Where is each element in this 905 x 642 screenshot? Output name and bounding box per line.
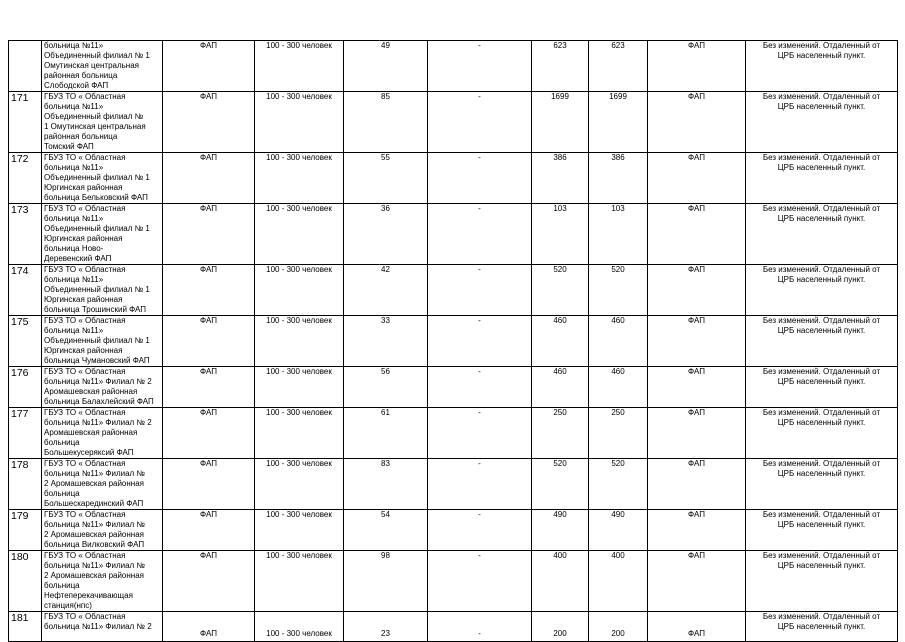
facility-name: ГБУЗ ТО « Областная больница №11» Филиал № 2	[42, 612, 163, 642]
note: Без изменений. Отдаленный от ЦРБ населенный пункт.	[746, 41, 898, 92]
value-4: 520	[589, 459, 648, 510]
population-range: 100 - 300 человек	[255, 41, 344, 92]
facility-type: ФАП	[163, 265, 255, 316]
value-3: 250	[532, 408, 589, 459]
value-2: -	[428, 92, 532, 153]
value-4: 103	[589, 204, 648, 265]
row-number: 174	[9, 265, 42, 316]
facilities-table	[8, 40, 898, 642]
facility-type: ФАП	[163, 612, 255, 642]
table-row	[9, 92, 898, 153]
value-2: -	[428, 510, 532, 551]
row-number: 175	[9, 316, 42, 367]
value-3: 1699	[532, 92, 589, 153]
row-number: 171	[9, 92, 42, 153]
facility-type-new: ФАП	[648, 551, 746, 612]
table-row	[9, 612, 898, 642]
note: Без изменений. Отдаленный от ЦРБ населенный пункт.	[746, 92, 898, 153]
facility-type-new: ФАП	[648, 408, 746, 459]
facility-name: ГБУЗ ТО « Областная больница №11» Филиал № 2 Аромашевская районная больница Балахлейский ФАП	[42, 367, 163, 408]
table-row	[9, 367, 898, 408]
value-2: -	[428, 153, 532, 204]
table-row	[9, 510, 898, 551]
value-3: 460	[532, 316, 589, 367]
value-4: 386	[589, 153, 648, 204]
value-3: 386	[532, 153, 589, 204]
note: Без изменений. Отдаленный от ЦРБ населенный пункт.	[746, 551, 898, 612]
facility-type-new: ФАП	[648, 459, 746, 510]
facility-name: ГБУЗ ТО « Областная больница №11» Объединенный филиал № 1 Омутинская центральная районная больница Томский ФАП	[42, 92, 163, 153]
row-number: 180	[9, 551, 42, 612]
facility-name: ГБУЗ ТО « Областная больница №11» Филиал № 2 Аромашевская районная больница Большекусеряксий ФАП	[42, 408, 163, 459]
facility-type-new: ФАП	[648, 612, 746, 642]
facility-type: ФАП	[163, 92, 255, 153]
note: Без изменений. Отдаленный от ЦРБ населенный пункт.	[746, 367, 898, 408]
note: Без изменений. Отдаленный от ЦРБ населенный пункт.	[746, 204, 898, 265]
population-range: 100 - 300 человек	[255, 612, 344, 642]
facility-type-new: ФАП	[648, 510, 746, 551]
value-3: 623	[532, 41, 589, 92]
population-range: 100 - 300 человек	[255, 92, 344, 153]
table-row	[9, 459, 898, 510]
table-row	[9, 551, 898, 612]
value-2: -	[428, 316, 532, 367]
note: Без изменений. Отдаленный от ЦРБ населенный пункт.	[746, 153, 898, 204]
value-2: -	[428, 265, 532, 316]
facility-type-new: ФАП	[648, 153, 746, 204]
value-2: -	[428, 408, 532, 459]
row-number	[9, 41, 42, 92]
note: Без изменений. Отдаленный от ЦРБ населенный пункт.	[746, 408, 898, 459]
value-4: 200	[589, 612, 648, 642]
value-3: 490	[532, 510, 589, 551]
value-1: 33	[344, 316, 428, 367]
table-body	[9, 41, 898, 642]
table-row	[9, 265, 898, 316]
value-3: 460	[532, 367, 589, 408]
value-1: 83	[344, 459, 428, 510]
population-range: 100 - 300 человек	[255, 551, 344, 612]
facility-type-new: ФАП	[648, 204, 746, 265]
value-1: 55	[344, 153, 428, 204]
facility-name: ГБУЗ ТО « Областная больница №11» Филиал № 2 Аромашевская районная больница Нефтеперекачивающая станция(нпс)	[42, 551, 163, 612]
value-3: 103	[532, 204, 589, 265]
population-range: 100 - 300 человек	[255, 204, 344, 265]
facility-name: ГБУЗ ТО « Областная больница №11» Объединенный филиал № 1 Юргинская районная больница Бельковский ФАП	[42, 153, 163, 204]
facility-name: ГБУЗ ТО « Областная больница №11» Филиал № 2 Аромашевская районная больница Вилковский ФАП	[42, 510, 163, 551]
table-row	[9, 408, 898, 459]
row-number: 181	[9, 612, 42, 642]
row-number: 178	[9, 459, 42, 510]
value-1: 49	[344, 41, 428, 92]
population-range: 100 - 300 человек	[255, 459, 344, 510]
value-4: 520	[589, 265, 648, 316]
population-range: 100 - 300 человек	[255, 367, 344, 408]
facility-type: ФАП	[163, 551, 255, 612]
population-range: 100 - 300 человек	[255, 265, 344, 316]
note: Без изменений. Отдаленный от ЦРБ населенный пункт.	[746, 510, 898, 551]
table-row	[9, 316, 898, 367]
value-1: 85	[344, 92, 428, 153]
value-2: -	[428, 459, 532, 510]
facility-type-new: ФАП	[648, 41, 746, 92]
row-number: 177	[9, 408, 42, 459]
value-1: 23	[344, 612, 428, 642]
population-range: 100 - 300 человек	[255, 316, 344, 367]
facility-name: ГБУЗ ТО « Областная больница №11» Объединенный филиал № 1 Юргинская районная больница Трошинский ФАП	[42, 265, 163, 316]
facility-type: ФАП	[163, 459, 255, 510]
row-number: 179	[9, 510, 42, 551]
facility-type: ФАП	[163, 153, 255, 204]
value-1: 42	[344, 265, 428, 316]
value-2: -	[428, 204, 532, 265]
table-row	[9, 41, 898, 92]
facility-type: ФАП	[163, 204, 255, 265]
value-2: -	[428, 367, 532, 408]
value-1: 98	[344, 551, 428, 612]
facility-name: ГБУЗ ТО « Областная больница №11» Филиал № 2 Аромашевская районная больница Большескарединский ФАП	[42, 459, 163, 510]
row-number: 176	[9, 367, 42, 408]
value-2: -	[428, 41, 532, 92]
facility-type: ФАП	[163, 510, 255, 551]
facility-type: ФАП	[163, 316, 255, 367]
value-4: 400	[589, 551, 648, 612]
value-4: 460	[589, 316, 648, 367]
value-3: 520	[532, 459, 589, 510]
table-row	[9, 153, 898, 204]
value-4: 250	[589, 408, 648, 459]
note: Без изменений. Отдаленный от ЦРБ населенный пункт.	[746, 316, 898, 367]
value-1: 61	[344, 408, 428, 459]
value-4: 623	[589, 41, 648, 92]
facility-name: больница №11» Объединенный филиал № 1 Омутинская центральная районная больница Слободской ФАП	[42, 41, 163, 92]
value-3: 200	[532, 612, 589, 642]
facility-type: ФАП	[163, 367, 255, 408]
facility-type: ФАП	[163, 408, 255, 459]
facility-type-new: ФАП	[648, 265, 746, 316]
note: Без изменений. Отдаленный от ЦРБ населенный пункт.	[746, 612, 898, 642]
value-4: 460	[589, 367, 648, 408]
value-3: 520	[532, 265, 589, 316]
note: Без изменений. Отдаленный от ЦРБ населенный пункт.	[746, 459, 898, 510]
value-4: 1699	[589, 92, 648, 153]
facility-type: ФАП	[163, 41, 255, 92]
row-number: 173	[9, 204, 42, 265]
value-1: 56	[344, 367, 428, 408]
facility-name: ГБУЗ ТО « Областная больница №11» Объединенный филиал № 1 Юргинская районная больница Чумановский ФАП	[42, 316, 163, 367]
value-2: -	[428, 551, 532, 612]
population-range: 100 - 300 человек	[255, 153, 344, 204]
note: Без изменений. Отдаленный от ЦРБ населенный пункт.	[746, 265, 898, 316]
value-4: 490	[589, 510, 648, 551]
value-2: -	[428, 612, 532, 642]
value-1: 54	[344, 510, 428, 551]
facility-type-new: ФАП	[648, 316, 746, 367]
facility-type-new: ФАП	[648, 92, 746, 153]
value-3: 400	[532, 551, 589, 612]
population-range: 100 - 300 человек	[255, 510, 344, 551]
facility-name: ГБУЗ ТО « Областная больница №11» Объединенный филиал № 1 Юргинская районная больница Ново- Деревенский ФАП	[42, 204, 163, 265]
table-row	[9, 204, 898, 265]
population-range: 100 - 300 человек	[255, 408, 344, 459]
facility-type-new: ФАП	[648, 367, 746, 408]
value-1: 36	[344, 204, 428, 265]
row-number: 172	[9, 153, 42, 204]
